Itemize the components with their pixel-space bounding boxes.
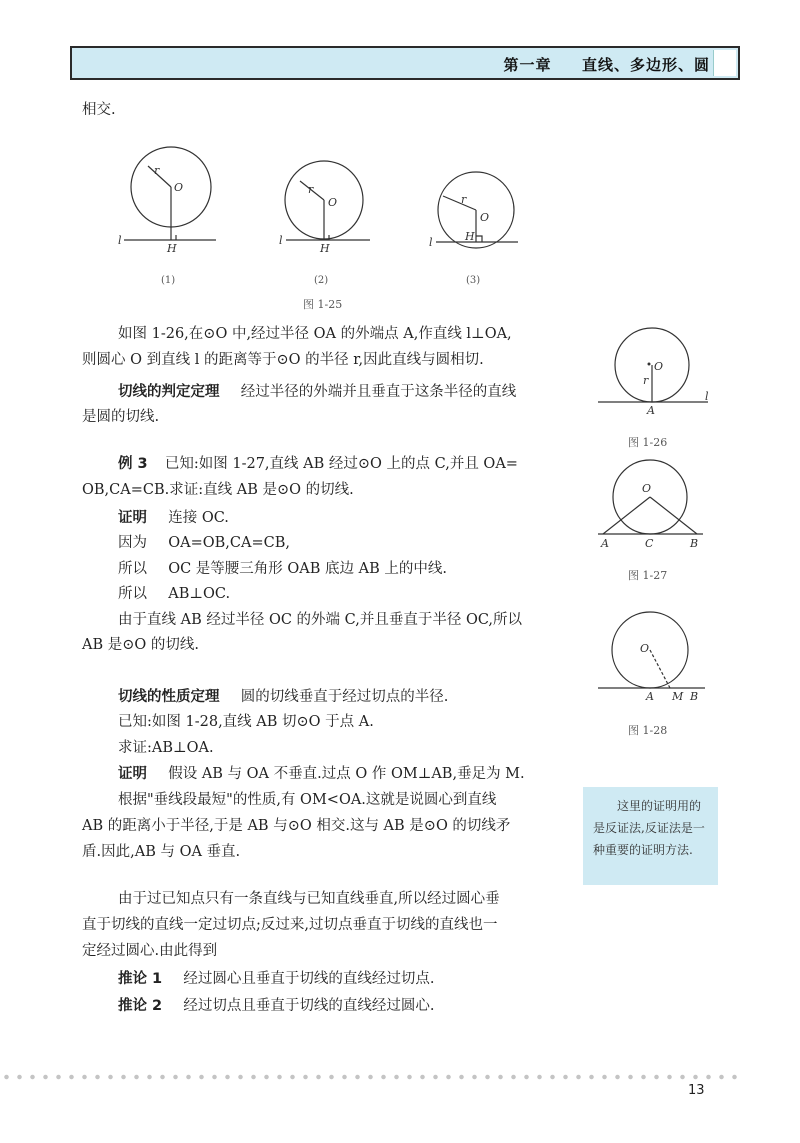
para2-line3: 定经过圆心.由此得到	[82, 943, 218, 959]
proof2-text1: 假设 AB 与 OA 不垂直.过点 O 作 OM⊥AB,垂足为 M.	[168, 766, 525, 782]
fig25-label-r-2: r	[308, 183, 314, 196]
footer-dotted-rule	[0, 1073, 745, 1081]
fig25-label-h-3: H	[465, 230, 475, 243]
proof1-so2: 所以	[118, 586, 147, 602]
para1-line1: 如图 1-26,在⊙O 中,经过半径 OA 的外端点 A,作直线 l⊥OA,	[118, 326, 512, 342]
fig25-label-h-1: H	[167, 242, 177, 255]
fig26-label-r: r	[643, 374, 649, 387]
fig28-om-dashed	[650, 650, 670, 688]
fig25-label-o-1: O	[174, 181, 184, 194]
proof2-line3: AB 的距离小于半径,于是 AB 与⊙O 相交.这与 AB 是⊙O 的切线矛	[82, 818, 511, 834]
para2-line2: 直于切线的直线一定过切点;反过来,过切点垂直于切线的直线也一	[82, 917, 498, 933]
proof2-line1	[118, 762, 525, 786]
proof1-line6: AB 是⊙O 的切线.	[82, 637, 199, 653]
fig28-label-b: B	[690, 690, 699, 703]
proof2-label: 证明	[118, 766, 147, 782]
chapter-number: 第一章	[503, 56, 552, 74]
proof1-because: 因为	[118, 535, 147, 551]
para1-line2: 则圆心 O 到直线 l 的距离等于⊙O 的半径 r,因此直线与圆相切.	[82, 352, 484, 368]
proof1-label: 证明	[118, 510, 147, 526]
proof1-line5: 由于直线 AB 经过半径 OC 的外端 C,并且垂直于半径 OC,所以	[118, 612, 523, 628]
fig25-label-r-1: r	[154, 164, 160, 177]
corollary2	[118, 994, 434, 1018]
fig25-sub3-label: (3)	[466, 275, 481, 286]
fig27-ob	[650, 497, 697, 534]
theorem2-title: 切线的性质定理	[118, 689, 220, 705]
fig27-oa	[603, 497, 650, 534]
fig25-label-l-1: l	[118, 234, 122, 247]
theorem2-text: 圆的切线垂直于经过切点的半径.	[240, 689, 449, 705]
fig28-label-m: M	[672, 690, 684, 703]
example3-text: 已知:如图 1-27,直线 AB 经过⊙O 上的点 C,并且 OA=	[164, 456, 518, 472]
chapter-title: 直线、多边形、圆	[581, 56, 710, 74]
fig28-caption: 图 1-28	[628, 724, 668, 737]
proof1-text3: OC 是等腰三角形 OAB 底边 AB 上的中线.	[168, 561, 447, 577]
corollary2-label: 推论 2	[118, 998, 163, 1014]
fig28-label-a: A	[646, 690, 654, 703]
fig27-label-a: A	[601, 537, 609, 550]
corollary1-text: 经过圆心且垂直于切线的直线经过切点.	[183, 971, 435, 987]
fig25-sub1-label: (1)	[161, 275, 176, 286]
theorem1-title: 切线的判定定理	[118, 384, 220, 400]
theorem1-text: 经过半径的外端并且垂直于这条半径的直线	[240, 384, 517, 400]
fig27-label-b: B	[690, 537, 699, 550]
corollary2-text: 经过切点且垂直于切线的直线经过圆心.	[183, 998, 435, 1014]
fig25-label-o-3: O	[480, 211, 490, 224]
fig25-label-l-2: l	[279, 234, 283, 247]
fig27-label-o: O	[642, 482, 652, 495]
fig26-label-a: A	[647, 404, 655, 417]
corollary1-label: 推论 1	[118, 971, 163, 987]
margin-note-box	[583, 787, 718, 885]
fig25-label-h-2: H	[320, 242, 330, 255]
example3-label: 例 3	[118, 456, 148, 472]
page-number: 13	[688, 1083, 705, 1098]
fig26-caption: 图 1-26	[628, 436, 668, 449]
fig25-label-o-2: O	[328, 196, 338, 209]
proof1-text4: AB⊥OC.	[168, 586, 231, 602]
fig26-label-l: l	[705, 390, 709, 403]
proof2-line4: 盾.因此,AB 与 OA 垂直.	[82, 844, 241, 860]
fig27-label-c: C	[645, 537, 654, 550]
proof1-text2: OA=OB,CA=CB,	[168, 535, 290, 551]
fig26-center-dot	[648, 363, 651, 366]
fig28-label-o: O	[640, 642, 650, 655]
fig25-label-l-3: l	[429, 236, 433, 249]
example3-line2: OB,CA=CB.求证:直线 AB 是⊙O 的切线.	[82, 482, 354, 498]
intro-text: 相交.	[82, 102, 116, 118]
fig25-sub2-label: (2)	[314, 275, 329, 286]
proof1-text1: 连接 OC.	[168, 510, 229, 526]
fig25-caption: 图 1-25	[303, 298, 343, 311]
para2-line1: 由于过已知点只有一条直线与已知直线垂直,所以经过圆心垂	[118, 891, 500, 907]
margin-note-text: 这里的证明用的是反证法,反证法是一种重要的证明方法.	[593, 799, 705, 857]
fig27-caption: 图 1-27	[628, 569, 668, 582]
corollary1	[118, 967, 434, 991]
theorem1-line2: 是圆的切线.	[82, 409, 160, 425]
fig25-label-r-3: r	[461, 193, 467, 206]
proof2-line2: 根据"垂线段最短"的性质,有 OM<OA.这就是说圆心到直线	[118, 792, 497, 808]
fig26-label-o: O	[654, 360, 664, 373]
theorem2-given: 已知:如图 1-28,直线 AB 切⊙O 于点 A.	[118, 714, 374, 730]
proof1-so1: 所以	[118, 561, 147, 577]
theorem2-prove: 求证:AB⊥OA.	[118, 740, 214, 756]
